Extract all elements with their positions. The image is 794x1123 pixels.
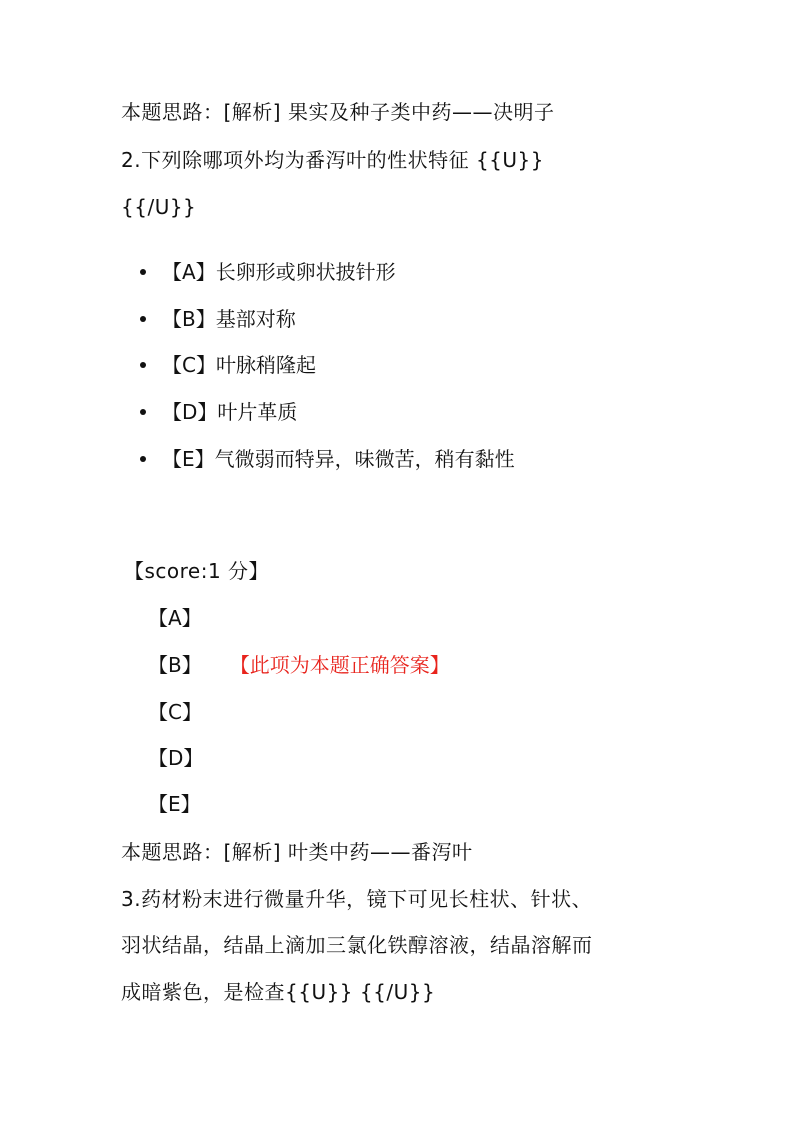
answer-label: 【D】 — [148, 746, 204, 770]
q2-option-a — [140, 258, 396, 286]
bullet-icon — [140, 409, 146, 415]
q2-option-e — [140, 445, 515, 473]
answer-label: 【A】 — [148, 606, 202, 630]
option-label: 【B】 — [162, 307, 216, 331]
q3-stem-line2: 羽状结晶，结晶上滴加三氯化铁醇溶液，结晶溶解而 — [121, 933, 593, 957]
answer-label: 【E】 — [148, 792, 201, 816]
q2-answer-a — [148, 604, 202, 632]
correct-answer-marker: 【此项为本题正确答案】 — [239, 653, 450, 677]
q2-analysis: 本题思路：[解析] 叶类中药——番泻叶 — [121, 840, 473, 864]
q3-stem-line1: 3.药材粉末进行微量升华，镜下可见长柱状、针状、 — [121, 887, 593, 911]
bullet-icon — [140, 456, 146, 462]
option-text: 基部对称 — [215, 307, 296, 331]
q2-option-b — [140, 305, 296, 333]
q2-score: 【score:1 分】 — [124, 559, 270, 583]
q2-answer-e — [148, 790, 201, 818]
bullet-icon — [140, 316, 146, 322]
q2-answer-b — [148, 651, 450, 679]
bullet-icon — [140, 269, 146, 275]
option-label: 【C】 — [162, 353, 216, 377]
answer-label: 【C】 — [148, 700, 202, 724]
answer-label: 【B】 — [148, 653, 202, 677]
q3-stem-line3: 成暗紫色，是检查{{U}} {{/U}} — [121, 980, 436, 1004]
option-label: 【D】 — [162, 400, 218, 424]
q2-option-c — [140, 351, 316, 379]
option-text: 气微弱而特异，味微苦，稍有黏性 — [214, 447, 515, 471]
q2-answer-d — [148, 744, 203, 772]
option-text: 长卵形或卵状披针形 — [215, 260, 396, 284]
option-label: 【E】 — [162, 447, 215, 471]
q2-stem-line2: {{/U}} — [121, 195, 197, 219]
bullet-icon — [140, 362, 146, 368]
q2-stem-line1: 2.下列除哪项外均为番泻叶的性状特征 {{U}} — [121, 148, 544, 172]
q2-option-d — [140, 398, 297, 426]
option-text: 叶脉稍隆起 — [215, 353, 316, 377]
q2-answer-c — [148, 698, 202, 726]
q1-analysis: 本题思路：[解析] 果实及种子类中药——决明子 — [121, 100, 555, 124]
option-text: 叶片革质 — [217, 400, 298, 424]
option-label: 【A】 — [162, 260, 216, 284]
